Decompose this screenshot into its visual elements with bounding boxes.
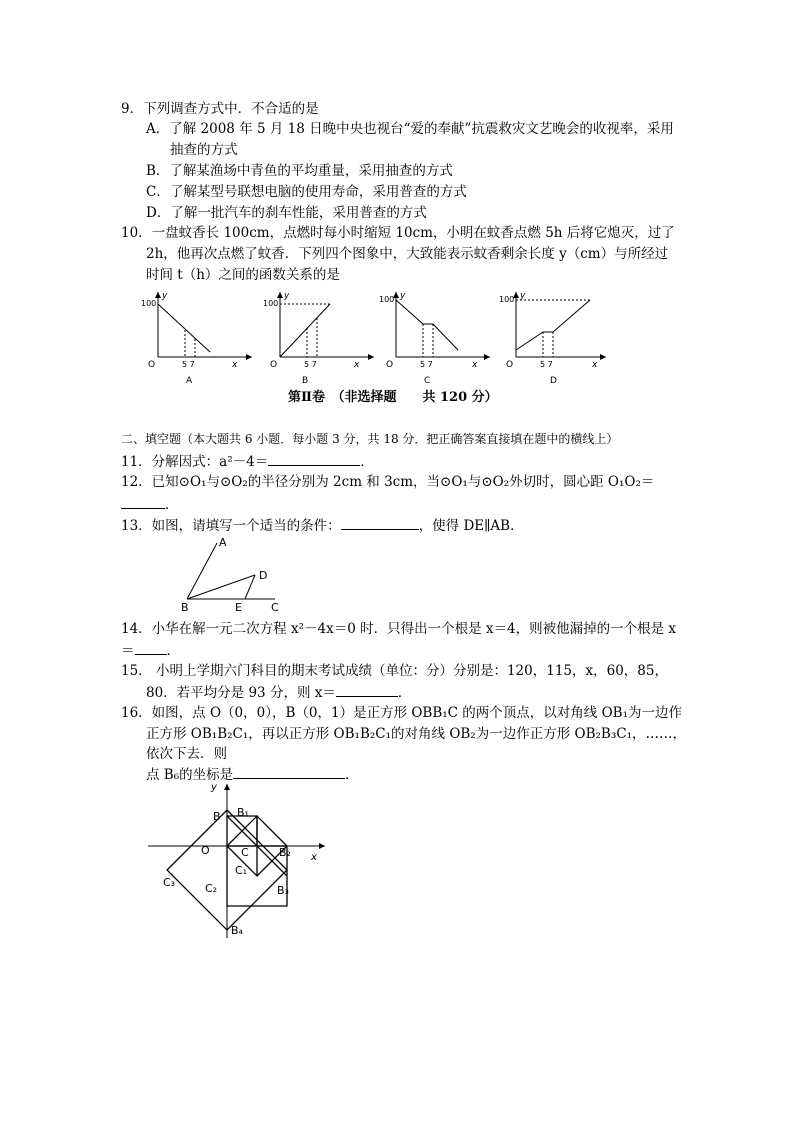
q10-line1: 10．一盘蚊香长 100cm，点燃时每小时缩短 10cm，小明在蚊香点燃 5h 后将它熄灭，过了 (121, 225, 675, 241)
graph-c-y-tick: 100 (379, 295, 395, 304)
graph-b-label: B (302, 376, 309, 386)
q10-graph-c (378, 290, 493, 390)
q10-line3: 时间 t（h）之间的函数关系的是 (146, 267, 340, 283)
q10-line2: 2h，他再次点燃了蚊香．下列四个图象中，大致能表示蚊香剩余长度 y（cm）与所经过 (146, 246, 669, 262)
graph-a-y-tick: 100 (141, 299, 157, 308)
q16-label-y: y (211, 782, 217, 793)
q15-l2-text: 80．若平均分是 93 分，则 x＝ (146, 685, 336, 701)
q10-graph-b (262, 290, 377, 390)
q16-label-b3: B₃ (277, 884, 289, 897)
graph-b-ticks: 5 7 (304, 360, 317, 369)
q16-label-c: C (241, 846, 249, 859)
q13-figure (175, 535, 295, 615)
q13-post: ，使得 DE∥AB． (418, 518, 524, 534)
q14-line2: ＝ ． (121, 643, 180, 659)
graph-c-label: C (424, 376, 431, 386)
q13-label-b: B (181, 601, 189, 614)
graph-b-y-label: y (284, 291, 290, 301)
q16-figure (145, 780, 335, 950)
q16-line2: 正方形 OB₁B₂C₁，再以正方形 OB₁B₂C₁的对角线 OB₂为一边作正方形 OB₂B₃C₁，……， (146, 726, 686, 742)
section-heading: 二、填空题（本大题共 6 小题．每小题 3 分，共 18 分．把正确答案直接填在题中的横线上） (121, 432, 619, 446)
q12-line1: 12．已知⊙O₁与⊙O₂的半径分别为 2cm 和 3cm，当⊙O₁与⊙O₂外切时，圆心距 O₁O₂＝ (121, 474, 655, 490)
q12-line2: ． (121, 495, 179, 514)
q13-label-a: A (219, 536, 227, 549)
q9-stem: 9．下列调查方式中．不合适的是 (121, 101, 319, 117)
q14-eq: ＝ (121, 643, 135, 659)
q16-line1: 16．如图，点 O（0，0），B（0，1）是正方形 OBB₁C 的两个顶点，以对角线 OB₁为一边作 (121, 705, 682, 721)
q12-answer-blank[interactable] (121, 495, 165, 509)
graph-a-label: A (186, 376, 193, 386)
graph-a-x-label: x (232, 360, 238, 370)
q16-line3: 依次下去．则 (146, 746, 227, 762)
q16-label-c1: C₁ (235, 864, 248, 877)
q9-option-c: C．了解某型号联想电脑的使用寿命，采用普查的方式 (146, 184, 467, 200)
q15-line1: 15． 小明上学期六门科目的期末考试成绩（单位：分）分别是：120，115，x，60，85， (121, 663, 668, 679)
q15-line2: 80．若平均分是 93 分，则 x＝ ． (146, 685, 412, 701)
q11: 11．分解因式：a²－4＝ ． (121, 454, 374, 470)
q16-label-o: O (201, 844, 210, 857)
q11-text: 11．分解因式：a²－4＝ (121, 454, 269, 470)
graph-d-y-label: y (520, 291, 526, 301)
q16-label-x: x (311, 852, 317, 863)
q16-l4-text: 点 B₆的坐标是 (146, 767, 234, 783)
q16-label-c2: C₂ (205, 882, 218, 895)
q9-option-d: D．了解一批汽车的刹车性能，采用普查的方式 (146, 205, 427, 221)
graph-a-ticks: 5 7 (182, 360, 195, 369)
graph-b-origin: O (270, 360, 278, 370)
q14-line1: 14．小华在解一元二次方程 x²－4x＝0 时．只得出一个根是 x＝4，则被他漏掉的一个根是 x (121, 621, 676, 637)
q16-label-b4: B₄ (231, 924, 243, 937)
part2-title: 第Ⅱ卷 （非选择题 共 120 分） (288, 390, 498, 405)
q14-answer-blank[interactable] (135, 641, 167, 655)
q16-label-b2: B₂ (279, 846, 291, 859)
q10-graph-a (140, 290, 255, 390)
q16-label-b: B (213, 810, 221, 823)
graph-c-y-label: y (400, 291, 406, 301)
graph-c-origin: O (386, 360, 394, 370)
q16-line4: 点 B₆的坐标是 ． (146, 767, 359, 783)
graph-c-x-label: x (472, 360, 478, 370)
q13-pre: 13．如图，请填写一个适当的条件： (121, 518, 341, 534)
graph-d-origin: O (506, 360, 514, 370)
graph-d-ticks: 5 7 (540, 360, 553, 369)
q9-option-b: B．了解某渔场中青鱼的平均重量，采用抽查的方式 (146, 163, 453, 179)
q13-label-c: C (271, 601, 279, 614)
q16-label-c3: C₃ (163, 876, 176, 889)
graph-a-origin: O (148, 360, 156, 370)
q9-option-a: A．了解 2008 年 5 月 18 日晚中央也视台“爱的奉献”抗震救灾文艺晚会的收视率，采用 (146, 121, 674, 137)
q13 (121, 516, 524, 535)
graph-b-x-label: x (354, 360, 360, 370)
q9-option-a-cont: 抽查的方式 (170, 142, 238, 158)
q13-answer-blank[interactable] (341, 516, 419, 530)
q15-answer-blank[interactable] (336, 683, 398, 697)
graph-a-y-label: y (162, 291, 168, 301)
q16-answer-blank[interactable] (233, 765, 345, 779)
graph-d-y-tick: 100 (499, 295, 515, 304)
q10-graph-d (498, 290, 613, 390)
graph-b-y-tick: 100 (263, 299, 279, 308)
graph-d-x-label: x (592, 360, 598, 370)
q13-label-d: D (259, 569, 268, 582)
q13-label-e: E (235, 601, 242, 614)
q16-label-b1: B₁ (237, 806, 249, 819)
graph-c-ticks: 5 7 (420, 360, 433, 369)
graph-d-label: D (550, 376, 557, 386)
q11-answer-blank[interactable] (268, 452, 360, 466)
